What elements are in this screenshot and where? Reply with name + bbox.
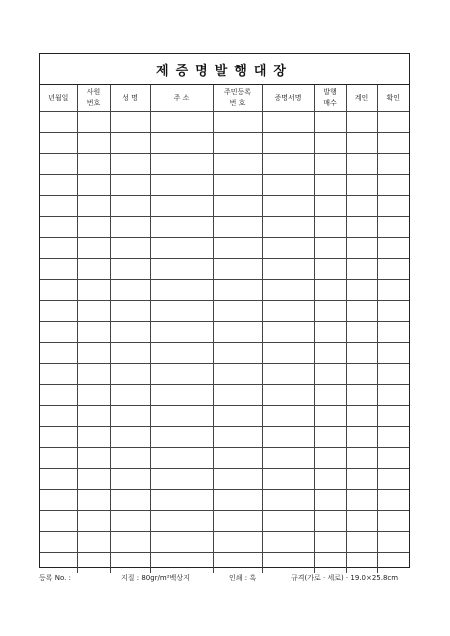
table-cell[interactable] bbox=[262, 553, 314, 574]
table-cell[interactable] bbox=[40, 175, 77, 196]
ledger-body bbox=[40, 112, 409, 574]
table-cell[interactable] bbox=[213, 553, 262, 574]
table-cell[interactable] bbox=[40, 259, 77, 280]
table-cell[interactable] bbox=[40, 532, 77, 553]
table-cell[interactable] bbox=[377, 217, 409, 238]
table-row bbox=[40, 280, 409, 301]
table-cell[interactable] bbox=[213, 448, 262, 469]
table-cell[interactable] bbox=[110, 406, 150, 427]
table-cell[interactable] bbox=[377, 427, 409, 448]
table-cell[interactable] bbox=[110, 280, 150, 301]
table-cell[interactable] bbox=[346, 301, 377, 322]
table-cell[interactable] bbox=[346, 490, 377, 511]
table-cell[interactable] bbox=[213, 112, 262, 133]
table-cell[interactable] bbox=[110, 259, 150, 280]
table-cell[interactable] bbox=[262, 406, 314, 427]
column-header: 계인 bbox=[346, 85, 377, 112]
table-cell[interactable] bbox=[346, 280, 377, 301]
table-cell[interactable] bbox=[110, 553, 150, 574]
table-cell[interactable] bbox=[150, 217, 213, 238]
column-header: 주민등록 번 호 bbox=[213, 85, 262, 112]
table-cell[interactable] bbox=[377, 322, 409, 343]
table-cell[interactable] bbox=[40, 406, 77, 427]
column-header: 발행 매수 bbox=[314, 85, 346, 112]
table-cell[interactable] bbox=[377, 385, 409, 406]
table-cell[interactable] bbox=[262, 343, 314, 364]
table-cell[interactable] bbox=[314, 301, 346, 322]
table-cell[interactable] bbox=[110, 532, 150, 553]
table-cell[interactable] bbox=[77, 112, 110, 133]
table-cell[interactable] bbox=[40, 280, 77, 301]
table-cell[interactable] bbox=[77, 217, 110, 238]
table-cell[interactable] bbox=[77, 259, 110, 280]
header-row bbox=[40, 85, 409, 112]
table-cell[interactable] bbox=[77, 364, 110, 385]
table-cell[interactable] bbox=[213, 406, 262, 427]
table-cell[interactable] bbox=[314, 217, 346, 238]
table-cell[interactable] bbox=[77, 238, 110, 259]
table-cell[interactable] bbox=[377, 280, 409, 301]
table-cell[interactable] bbox=[213, 196, 262, 217]
table-cell[interactable] bbox=[314, 238, 346, 259]
table-cell[interactable] bbox=[346, 511, 377, 532]
table-cell[interactable] bbox=[314, 322, 346, 343]
table-cell[interactable] bbox=[77, 532, 110, 553]
table-cell[interactable] bbox=[110, 385, 150, 406]
table-cell[interactable] bbox=[213, 490, 262, 511]
table-cell[interactable] bbox=[40, 448, 77, 469]
table-cell[interactable] bbox=[150, 532, 213, 553]
table-cell[interactable] bbox=[40, 154, 77, 175]
table-cell[interactable] bbox=[346, 112, 377, 133]
table-cell[interactable] bbox=[40, 490, 77, 511]
table-cell[interactable] bbox=[110, 490, 150, 511]
table-cell[interactable] bbox=[110, 112, 150, 133]
table-row bbox=[40, 322, 409, 343]
table-cell[interactable] bbox=[262, 175, 314, 196]
table-row bbox=[40, 490, 409, 511]
table-cell[interactable] bbox=[314, 112, 346, 133]
table-cell[interactable] bbox=[262, 322, 314, 343]
ledger-table bbox=[40, 85, 409, 573]
table-cell[interactable] bbox=[110, 343, 150, 364]
table-cell[interactable] bbox=[213, 427, 262, 448]
table-cell[interactable] bbox=[262, 196, 314, 217]
table-cell[interactable] bbox=[377, 406, 409, 427]
table-cell[interactable] bbox=[213, 154, 262, 175]
table-cell[interactable] bbox=[346, 196, 377, 217]
table-cell[interactable] bbox=[314, 175, 346, 196]
table-cell[interactable] bbox=[262, 301, 314, 322]
table-cell[interactable] bbox=[262, 259, 314, 280]
table-cell[interactable] bbox=[377, 343, 409, 364]
table-cell[interactable] bbox=[346, 385, 377, 406]
table-cell[interactable] bbox=[77, 385, 110, 406]
table-cell[interactable] bbox=[262, 385, 314, 406]
table-cell[interactable] bbox=[377, 301, 409, 322]
table-row bbox=[40, 448, 409, 469]
table-cell[interactable] bbox=[40, 343, 77, 364]
table-cell[interactable] bbox=[110, 511, 150, 532]
table-cell[interactable] bbox=[377, 175, 409, 196]
table-cell[interactable] bbox=[77, 343, 110, 364]
registration-number: 등록 No. : bbox=[39, 574, 71, 582]
table-cell[interactable] bbox=[213, 385, 262, 406]
table-cell[interactable] bbox=[150, 469, 213, 490]
table-cell[interactable] bbox=[150, 427, 213, 448]
table-cell[interactable] bbox=[262, 448, 314, 469]
table-cell[interactable] bbox=[314, 406, 346, 427]
table-cell[interactable] bbox=[314, 154, 346, 175]
column-header: 확인 bbox=[377, 85, 409, 112]
table-cell[interactable] bbox=[346, 469, 377, 490]
table-cell[interactable] bbox=[377, 553, 409, 574]
table-cell[interactable] bbox=[314, 385, 346, 406]
table-cell[interactable] bbox=[150, 280, 213, 301]
table-cell[interactable] bbox=[262, 238, 314, 259]
table-cell[interactable] bbox=[314, 469, 346, 490]
table-cell[interactable] bbox=[377, 154, 409, 175]
table-row bbox=[40, 259, 409, 280]
table-cell[interactable] bbox=[346, 532, 377, 553]
table-cell[interactable] bbox=[77, 154, 110, 175]
table-row bbox=[40, 532, 409, 553]
table-cell[interactable] bbox=[150, 343, 213, 364]
table-cell[interactable] bbox=[314, 280, 346, 301]
table-cell[interactable] bbox=[213, 301, 262, 322]
table-row bbox=[40, 217, 409, 238]
table-cell[interactable] bbox=[377, 511, 409, 532]
table-cell[interactable] bbox=[314, 259, 346, 280]
table-cell[interactable] bbox=[314, 364, 346, 385]
table-row bbox=[40, 196, 409, 217]
table-cell[interactable] bbox=[40, 385, 77, 406]
column-header: 성 명 bbox=[110, 85, 150, 112]
size-spec: 규격(가로 · 세로) · 19.0×25.8cm bbox=[291, 574, 399, 582]
table-cell[interactable] bbox=[77, 322, 110, 343]
table-cell[interactable] bbox=[40, 112, 77, 133]
table-cell[interactable] bbox=[150, 238, 213, 259]
table-cell[interactable] bbox=[110, 322, 150, 343]
table-cell[interactable] bbox=[77, 196, 110, 217]
table-row bbox=[40, 238, 409, 259]
table-cell[interactable] bbox=[262, 133, 314, 154]
table-cell[interactable] bbox=[346, 343, 377, 364]
table-cell[interactable] bbox=[314, 490, 346, 511]
table-cell[interactable] bbox=[40, 364, 77, 385]
table-cell[interactable] bbox=[377, 448, 409, 469]
table-cell[interactable] bbox=[150, 448, 213, 469]
table-cell[interactable] bbox=[346, 448, 377, 469]
table-cell[interactable] bbox=[262, 154, 314, 175]
table-cell[interactable] bbox=[40, 511, 77, 532]
table-cell[interactable] bbox=[150, 385, 213, 406]
table-cell[interactable] bbox=[150, 322, 213, 343]
table-cell[interactable] bbox=[314, 532, 346, 553]
table-cell[interactable] bbox=[110, 133, 150, 154]
table-cell[interactable] bbox=[77, 133, 110, 154]
table-cell[interactable] bbox=[213, 343, 262, 364]
table-cell[interactable] bbox=[346, 238, 377, 259]
table-cell[interactable] bbox=[77, 469, 110, 490]
table-cell[interactable] bbox=[262, 490, 314, 511]
table-row bbox=[40, 112, 409, 133]
table-cell[interactable] bbox=[377, 490, 409, 511]
paper-spec: 지질 : 80gr/m²백상지 bbox=[121, 574, 190, 582]
table-cell[interactable] bbox=[110, 175, 150, 196]
table-cell[interactable] bbox=[377, 469, 409, 490]
table-cell[interactable] bbox=[377, 196, 409, 217]
table-cell[interactable] bbox=[314, 196, 346, 217]
table-cell[interactable] bbox=[150, 196, 213, 217]
table-cell[interactable] bbox=[377, 112, 409, 133]
table-cell[interactable] bbox=[40, 238, 77, 259]
table-cell[interactable] bbox=[314, 343, 346, 364]
table-cell[interactable] bbox=[77, 448, 110, 469]
table-row bbox=[40, 154, 409, 175]
table-cell[interactable] bbox=[213, 238, 262, 259]
form-title: 제증명발행대장 bbox=[40, 54, 409, 85]
table-cell[interactable] bbox=[150, 301, 213, 322]
table-cell[interactable] bbox=[346, 406, 377, 427]
table-cell[interactable] bbox=[77, 406, 110, 427]
table-row bbox=[40, 301, 409, 322]
table-row bbox=[40, 343, 409, 364]
table-cell[interactable] bbox=[40, 427, 77, 448]
table-cell[interactable] bbox=[213, 469, 262, 490]
table-cell[interactable] bbox=[346, 175, 377, 196]
table-cell[interactable] bbox=[110, 238, 150, 259]
table-cell[interactable] bbox=[377, 532, 409, 553]
table-cell[interactable] bbox=[262, 217, 314, 238]
table-cell[interactable] bbox=[213, 322, 262, 343]
table-cell[interactable] bbox=[150, 112, 213, 133]
print-spec: 인쇄 : 흑 bbox=[229, 574, 257, 582]
table-cell[interactable] bbox=[346, 553, 377, 574]
table-cell[interactable] bbox=[377, 133, 409, 154]
table-cell[interactable] bbox=[377, 364, 409, 385]
table-cell[interactable] bbox=[40, 469, 77, 490]
table-cell[interactable] bbox=[110, 217, 150, 238]
table-cell[interactable] bbox=[150, 511, 213, 532]
table-cell[interactable] bbox=[213, 259, 262, 280]
column-header: 증명서명 bbox=[262, 85, 314, 112]
column-header: 주 소 bbox=[150, 85, 213, 112]
table-cell[interactable] bbox=[314, 511, 346, 532]
table-cell[interactable] bbox=[40, 322, 77, 343]
table-cell[interactable] bbox=[314, 427, 346, 448]
ledger-form bbox=[39, 53, 410, 568]
table-cell[interactable] bbox=[150, 133, 213, 154]
column-header: 년월일 bbox=[40, 85, 77, 112]
table-cell[interactable] bbox=[110, 448, 150, 469]
table-cell[interactable] bbox=[110, 469, 150, 490]
table-cell[interactable] bbox=[262, 532, 314, 553]
table-cell[interactable] bbox=[262, 280, 314, 301]
table-cell[interactable] bbox=[110, 301, 150, 322]
table-cell[interactable] bbox=[213, 133, 262, 154]
table-cell[interactable] bbox=[40, 553, 77, 574]
table-cell[interactable] bbox=[262, 511, 314, 532]
table-row bbox=[40, 175, 409, 196]
table-cell[interactable] bbox=[77, 553, 110, 574]
table-cell[interactable] bbox=[346, 364, 377, 385]
table-cell[interactable] bbox=[262, 469, 314, 490]
table-row bbox=[40, 427, 409, 448]
column-header: 사원 번호 bbox=[77, 85, 110, 112]
table-cell[interactable] bbox=[262, 112, 314, 133]
table-cell[interactable] bbox=[40, 133, 77, 154]
table-cell[interactable] bbox=[40, 301, 77, 322]
table-row bbox=[40, 553, 409, 574]
table-cell[interactable] bbox=[110, 196, 150, 217]
table-cell[interactable] bbox=[262, 364, 314, 385]
table-cell[interactable] bbox=[346, 259, 377, 280]
table-cell[interactable] bbox=[77, 490, 110, 511]
table-cell[interactable] bbox=[346, 322, 377, 343]
table-cell[interactable] bbox=[40, 196, 77, 217]
form-footer bbox=[39, 573, 410, 585]
table-cell[interactable] bbox=[314, 553, 346, 574]
table-cell[interactable] bbox=[346, 154, 377, 175]
table-row bbox=[40, 133, 409, 154]
table-cell[interactable] bbox=[150, 154, 213, 175]
table-row bbox=[40, 511, 409, 532]
table-cell[interactable] bbox=[346, 133, 377, 154]
table-cell[interactable] bbox=[110, 364, 150, 385]
table-cell[interactable] bbox=[150, 406, 213, 427]
table-cell[interactable] bbox=[150, 490, 213, 511]
table-cell[interactable] bbox=[110, 427, 150, 448]
table-row bbox=[40, 469, 409, 490]
table-cell[interactable] bbox=[77, 511, 110, 532]
table-row bbox=[40, 364, 409, 385]
table-cell[interactable] bbox=[377, 259, 409, 280]
table-row bbox=[40, 406, 409, 427]
table-cell[interactable] bbox=[213, 280, 262, 301]
table-cell[interactable] bbox=[150, 259, 213, 280]
table-cell[interactable] bbox=[213, 511, 262, 532]
table-cell[interactable] bbox=[77, 301, 110, 322]
table-cell[interactable] bbox=[346, 217, 377, 238]
table-cell[interactable] bbox=[150, 364, 213, 385]
table-cell[interactable] bbox=[213, 217, 262, 238]
table-cell[interactable] bbox=[213, 364, 262, 385]
table-row bbox=[40, 385, 409, 406]
table-cell[interactable] bbox=[40, 217, 77, 238]
table-cell[interactable] bbox=[77, 175, 110, 196]
table-cell[interactable] bbox=[314, 448, 346, 469]
table-cell[interactable] bbox=[150, 553, 213, 574]
table-cell[interactable] bbox=[150, 175, 213, 196]
table-cell[interactable] bbox=[77, 280, 110, 301]
table-cell[interactable] bbox=[77, 427, 110, 448]
table-cell[interactable] bbox=[213, 175, 262, 196]
table-cell[interactable] bbox=[213, 532, 262, 553]
table-cell[interactable] bbox=[314, 133, 346, 154]
table-cell[interactable] bbox=[110, 154, 150, 175]
table-cell[interactable] bbox=[377, 238, 409, 259]
table-cell[interactable] bbox=[346, 427, 377, 448]
table-cell[interactable] bbox=[262, 427, 314, 448]
